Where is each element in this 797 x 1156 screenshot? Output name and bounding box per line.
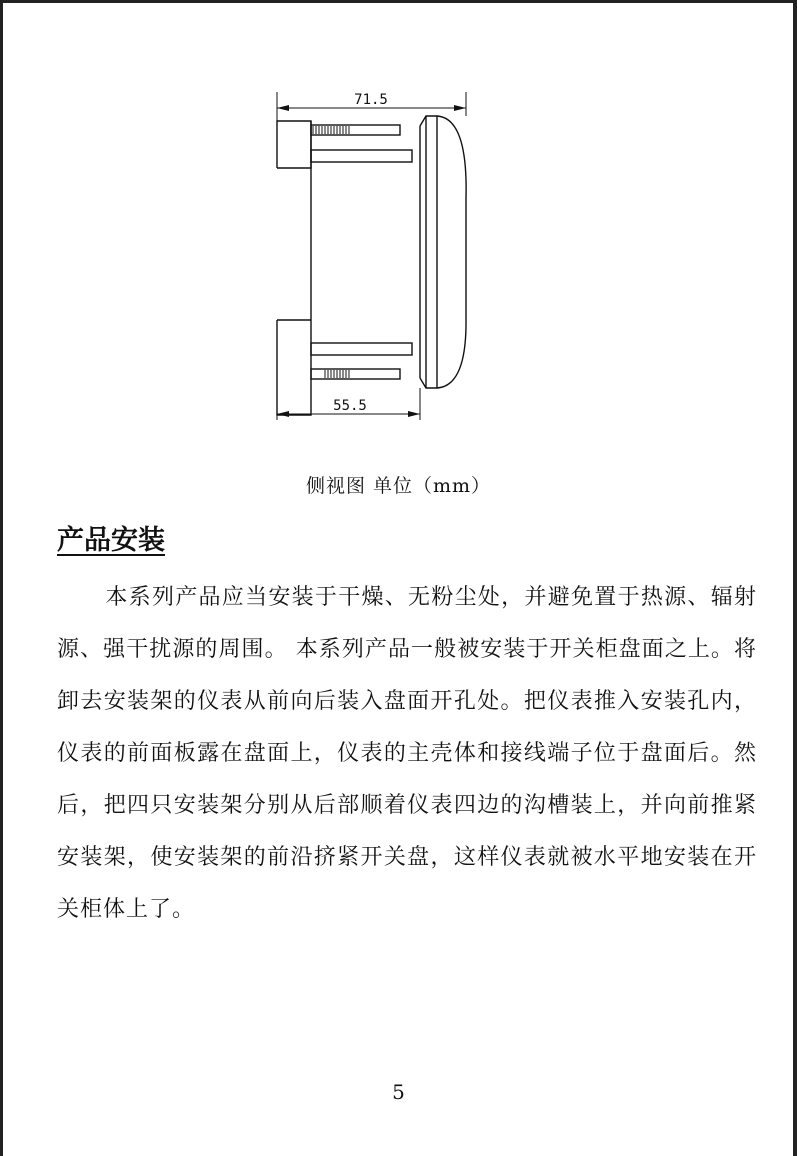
body-text — [57, 572, 757, 936]
section-title: 产品安装 — [57, 525, 165, 556]
side-view-drawing — [268, 88, 488, 428]
dimension-bottom-label: 55.5 — [333, 398, 367, 414]
page-number: 5 — [392, 1080, 405, 1104]
installation-paragraph: 本系列产品应当安装于干燥、无粉尘处，并避免置于热源、辐射源、强干扰源的周围。 本系列产品一般被安装于开关柜盘面之上。将卸去安装架的仪表从前向后装入盘面开孔处。把仪表推入安装孔内，仪表的前面板露在盘面上，仪表的主壳体和接线端子位于盘面后。然后，把四只安装架分别从后部顺着仪表四边的沟槽装上，并向前推紧安装架，使安装架的前沿挤紧开关盘，这样仪表就被水平地安装在开关柜体上了。 — [57, 585, 757, 922]
dimension-top-label: 71.5 — [354, 92, 388, 108]
figure-caption: 侧视图 单位（mm） — [305, 475, 492, 497]
